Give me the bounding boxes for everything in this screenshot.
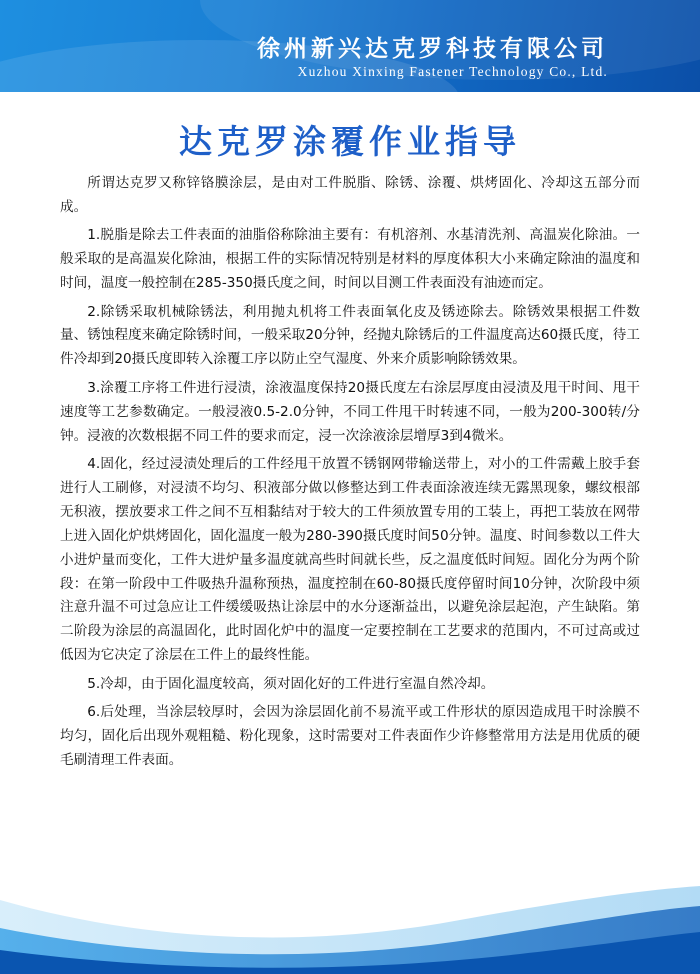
paragraph-coating: 3.涂覆工序将工件进行浸渍，涂液温度保持20摄氏度左右涂层厚度由浸渍及甩干时间、甩干速度等工艺参数确定。一般浸液0.5-2.0分钟，不同工件甩干时转速不同，一般为200-300转/分钟。浸液的次数根据不同工件的要求而定，浸一次涂液涂层增厚3到4微米。 — [60, 379, 640, 444]
page-title: 达克罗涂覆作业指导 — [179, 122, 521, 161]
paragraph-degreasing: 1.脱脂是除去工件表面的油脂俗称除油主要有：有机溶剂、水基清洗剂、高温炭化除油。一般采取的是高温炭化除油，根据工件的实际情况特别是材料的厚度体积大小来确定除油的温度和时间，温度一般控制在285-350摄氏度之间，时间以目测工件表面没有油迹而定。 — [60, 227, 640, 292]
document-body — [60, 172, 640, 777]
company-name-en: Xuzhou Xinxing Fastener Technology Co., Ltd. — [297, 64, 608, 79]
paragraph-cooling: 5.冷却，由于固化温度较高，须对固化好的工件进行室温自然冷却。 — [87, 675, 495, 692]
paragraph-post-treatment: 6.后处理，当涂层较厚时，会因为涂层固化前不易流平或工件形状的原因造成甩干时涂膜不均匀，固化后出现外观粗糙、粉化现象，这时需要对工件表面作少许修整常用方法是用优质的硬毛刷清理工件表面。 — [60, 704, 640, 768]
company-name-cn: 徐州新兴达克罗科技有限公司 — [257, 36, 608, 62]
footer-wave-graphic — [0, 880, 700, 974]
paragraph-intro: 所谓达克罗又称锌铬膜涂层，是由对工件脱脂、除锈、涂覆、烘烤固化、冷却这五部分而成。 — [60, 175, 640, 215]
paragraph-curing: 4.固化，经过浸渍处理后的工件经甩干放置不锈钢网带输送带上，对小的工件需戴上胶手套进行人工刷修，对浸渍不均匀、积液部分做以修整达到工件表面涂液连续无露黑现象，螺纹根部无积液，摆放要求工件之间不互相黏结对于较大的工件须放置专用的工装上，再把工装放在网带上进入固化炉烘烤固化，固化温度一般为280-390摄氏度时间50分钟。温度、时间参数以工件大小进炉量而变化，工件大进炉量多温度就高些时间就长些，反之温度低时间短。固化分为两个阶段：在第一阶段中工件吸热升温称预热，温度控制在60-80摄氏度停留时间10分钟，次阶段中须注意升温不可过急应让工件缓缓吸热让涂层中的水分逐渐益出，以避免涂层起泡，产生缺陷。第二阶段为涂层的高温固化，此时固化炉中的温度一定要控制在工艺要求的范围内，不可过高或过低因为它决定了涂层在工件上的最终性能。 — [60, 455, 640, 664]
paragraph-rust-removal: 2.除锈采取机械除锈法，利用抛丸机将工件表面氧化皮及锈迹除去。除锈效果根据工件数量、锈蚀程度来确定除锈时间，一般采取20分钟，经抛丸除锈后的工件温度高达60摄氏度，待工件冷却到20摄氏度即转入涂覆工序以防止空气湿度、外来介质影响除锈效果。 — [60, 303, 640, 368]
header-banner — [0, 0, 700, 92]
footer-wave — [0, 880, 700, 974]
